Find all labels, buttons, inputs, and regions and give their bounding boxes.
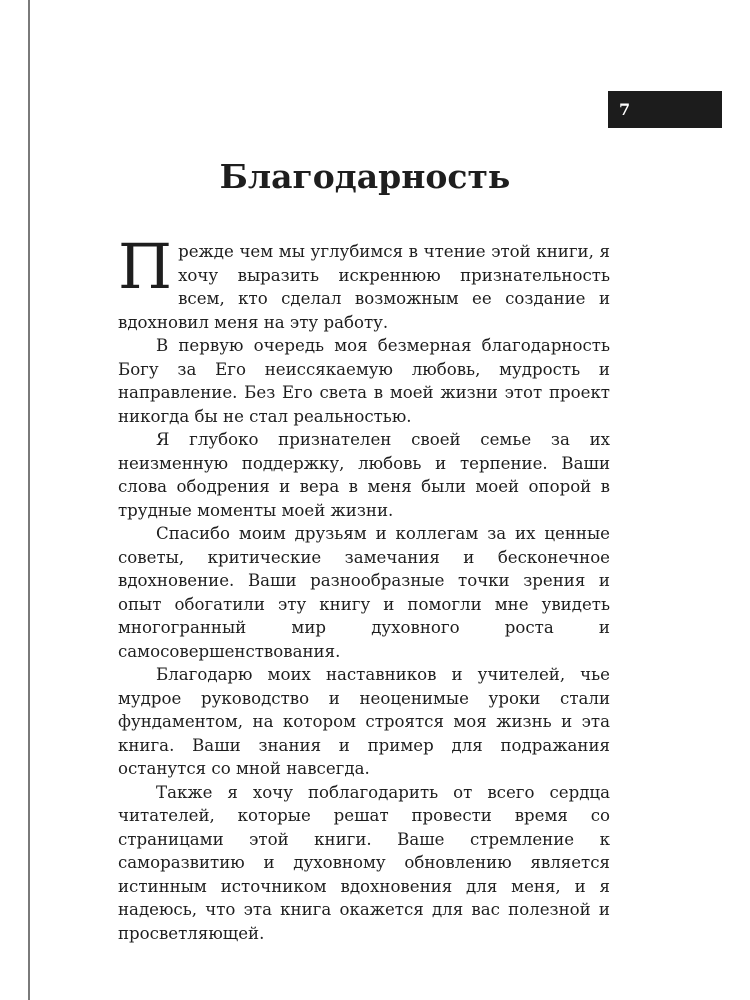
chapter-title: Благодарность bbox=[219, 157, 511, 196]
paragraph-5: Благодарю моих наставников и учителей, чье мудрое руководство и неоценимые уроки стали фундаментом, на котором строятся моя жизнь и эта книга. Ваши знания и пример для подражания останутся со мной навсегда. bbox=[118, 665, 610, 778]
drop-cap: П bbox=[118, 230, 173, 303]
body-text bbox=[118, 230, 610, 945]
paragraph-6: Также я хочу поблагодарить от всего сердца читателей, которые решат провести время со страницами этой книги. Ваше стремление к саморазвитию и духовному обновлению является истинным источником вдохновения для меня, и я надеюсь, что эта книга окажется для вас полезной и просветляющей. bbox=[118, 782, 610, 943]
page-spine-line bbox=[28, 0, 30, 1000]
paragraph-4: Спасибо моим друзьям и коллегам за их ценные советы, критические замечания и бесконечное вдохновение. Ваши разнообразные точки зрения и опыт обогатили эту книгу и помогли мне увидеть многогранный мир духовного роста и самосовершенствования. bbox=[118, 524, 610, 661]
paragraph-1-text: режде чем мы углубимся в чтение этой книги, я хочу выразить искреннюю признательность всем, кто сделал возможным ее создание и вдохновил меня на эту работу. bbox=[118, 242, 610, 332]
paragraph-1 bbox=[118, 230, 610, 334]
paragraph-2: В первую очередь моя безмерная благодарность Богу за Его неиссякаемую любовь, мудрость и направление. Без Его света в моей жизни этот проект никогда бы не стал реальностью. bbox=[118, 336, 610, 426]
page-number: 7 bbox=[608, 91, 722, 128]
paragraph-3: Я глубоко признателен своей семье за их неизменную поддержку, любовь и терпение. Ваши слова ободрения и вера в меня были моей опорой в трудные моменты моей жизни. bbox=[118, 430, 610, 520]
